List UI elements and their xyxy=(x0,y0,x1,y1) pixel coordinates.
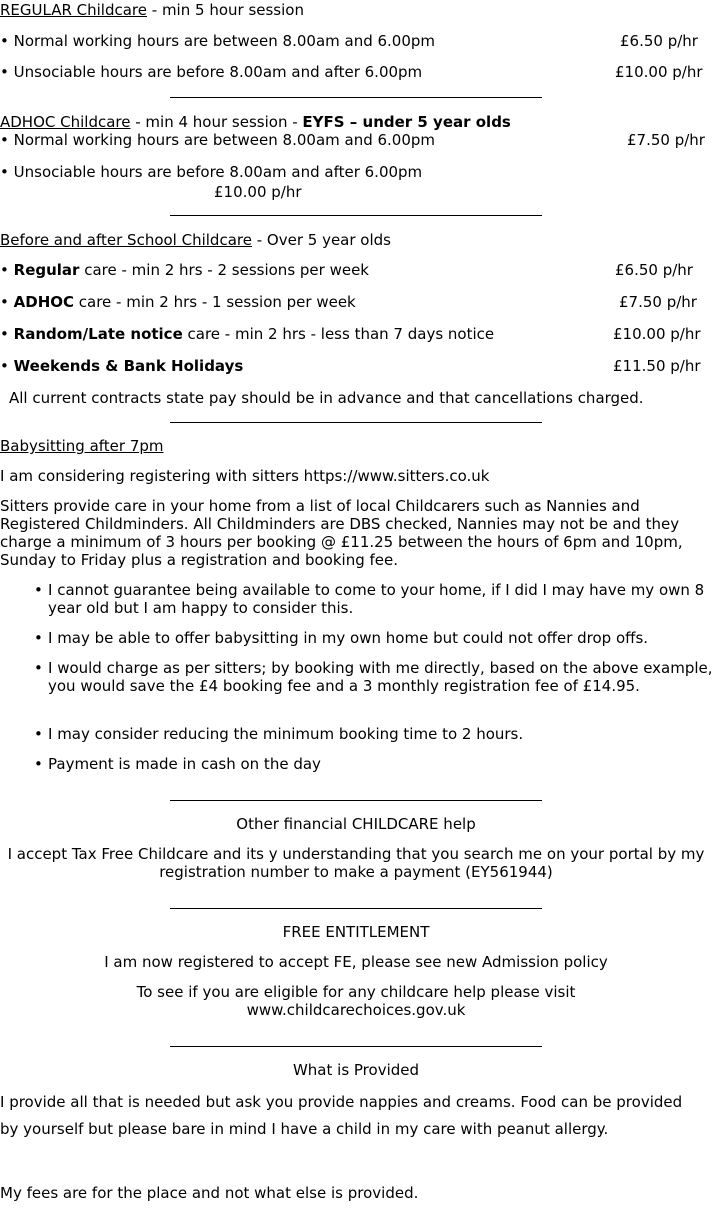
babysitting-bullet: • I may be able to offer babysitting in my own home but could not offer drop offs. xyxy=(48,629,716,647)
regular-row-2 xyxy=(0,63,422,81)
school-row-1-price: £6.50 p/hr xyxy=(615,261,693,279)
provided-paragraph-1: I provide all that is needed but ask you provide nappies and creams. Food can be provided by yourself but please bare in mind I have a child in my care with peanut allergy. xyxy=(0,1093,683,1138)
bullet-dot: • xyxy=(0,325,9,343)
divider xyxy=(170,908,542,909)
bullet-dot: • xyxy=(0,131,9,149)
divider xyxy=(170,1046,542,1047)
babysitting-bullet: • Payment is made in cash on the day xyxy=(48,755,716,773)
school-row-4-price: £11.50 p/hr xyxy=(613,357,701,375)
regular-row-text: Unsociable hours are before 8.00am and after 6.00pm xyxy=(13,63,423,81)
school-row-4 xyxy=(0,357,243,375)
bullet-dot: • xyxy=(0,32,9,50)
school-row-bold: ADHOC xyxy=(13,293,75,311)
provided-paragraph-2: My fees are for the place and not what else is provided. xyxy=(0,1184,419,1202)
school-row-1 xyxy=(0,261,369,279)
school-heading xyxy=(0,231,391,249)
regular-row-2-price: £10.00 p/hr xyxy=(615,63,703,81)
school-row-3-price: £10.00 p/hr xyxy=(613,325,701,343)
school-title: Before and after School Childcare xyxy=(0,231,252,249)
school-row-bold: Random/Late notice xyxy=(13,325,183,343)
divider xyxy=(170,800,542,801)
school-row-2-price: £7.50 p/hr xyxy=(619,293,697,311)
adhoc-eyfs: EYFS – under 5 year olds xyxy=(302,113,511,131)
regular-row-text: Normal working hours are between 8.00am and 6.00pm xyxy=(13,32,436,50)
adhoc-row-2 xyxy=(0,163,422,181)
school-row-3 xyxy=(0,325,494,343)
school-row-text: care - min 2 hrs - less than 7 days notice xyxy=(182,325,495,343)
school-row-bold: Weekends & Bank Holidays xyxy=(13,357,244,375)
adhoc-row-1-price: £7.50 p/hr xyxy=(627,131,705,149)
regular-subtitle: - min 5 hour session xyxy=(147,1,304,19)
adhoc-title: ADHOC Childcare xyxy=(0,113,131,131)
divider xyxy=(170,215,542,216)
school-row-text: care - min 2 hrs - 1 session per week xyxy=(74,293,356,311)
school-row-text: care - min 2 hrs - 2 sessions per week xyxy=(79,261,369,279)
adhoc-row-text: Unsociable hours are before 8.00am and after 6.00pm xyxy=(13,163,423,181)
financial-text: I accept Tax Free Childcare and its y understanding that you search me on your portal by my registration number to make a payment (EY561944) xyxy=(7,845,705,881)
provided-heading: What is Provided xyxy=(292,1061,420,1079)
regular-heading xyxy=(0,1,304,19)
adhoc-row-text: Normal working hours are between 8.00am and 6.00pm xyxy=(13,131,436,149)
babysitting-bullet: • I would charge as per sitters; by booking with me directly, based on the above example, you would save the £4 booking fee and a 3 monthly registration fee of £14.95. xyxy=(48,659,716,695)
school-subtitle: - Over 5 year olds xyxy=(251,231,391,249)
bullet-dot: • xyxy=(0,357,9,375)
bullet-dot: • xyxy=(0,163,9,181)
school-note: All current contracts state pay should be in advance and that cancellations charged. xyxy=(9,389,644,407)
babysitting-intro: I am considering registering with sitters https://www.sitters.co.uk xyxy=(0,467,490,485)
free-line-1: I am now registered to accept FE, please see new Admission policy xyxy=(104,953,608,971)
babysitting-bullet: • I may consider reducing the minimum booking time to 2 hours. xyxy=(48,725,716,743)
financial-heading: Other financial CHILDCARE help xyxy=(236,815,476,833)
babysitting-paragraph: Sitters provide care in your home from a list of local Childcarers such as Nannies and Registered Childminders. All Childminders are DBS checked, Nannies may not be and they charge a minimum of 3 hours per booking @ £11.25 between the hours of 6pm and 10pm, Sunday to Friday plus a registration and booking fee. xyxy=(0,497,683,569)
divider xyxy=(170,422,542,423)
free-line-2: To see if you are eligible for any childcare help please visit www.childcarechoices.gov.uk xyxy=(136,983,576,1019)
adhoc-row-2-price: £10.00 p/hr xyxy=(214,183,302,201)
school-row-bold: Regular xyxy=(13,261,80,279)
babysitting-heading: Babysitting after 7pm xyxy=(0,437,164,455)
bullet-dot: • xyxy=(0,293,9,311)
adhoc-subtitle: - min 4 hour session - xyxy=(130,113,303,131)
regular-row-1-price: £6.50 p/hr xyxy=(620,32,698,50)
babysitting-bullet: • I cannot guarantee being available to come to your home, if I did I may have my own 8 year old but I am happy to consider this. xyxy=(48,581,716,617)
divider xyxy=(170,97,542,98)
adhoc-row-1 xyxy=(0,131,435,149)
bullet-dot: • xyxy=(0,261,9,279)
bullet-dot: • xyxy=(0,63,9,81)
adhoc-heading xyxy=(0,113,511,131)
regular-title: REGULAR Childcare xyxy=(0,1,147,19)
free-heading: FREE ENTITLEMENT xyxy=(282,923,430,941)
school-row-2 xyxy=(0,293,356,311)
regular-row-1 xyxy=(0,32,435,50)
